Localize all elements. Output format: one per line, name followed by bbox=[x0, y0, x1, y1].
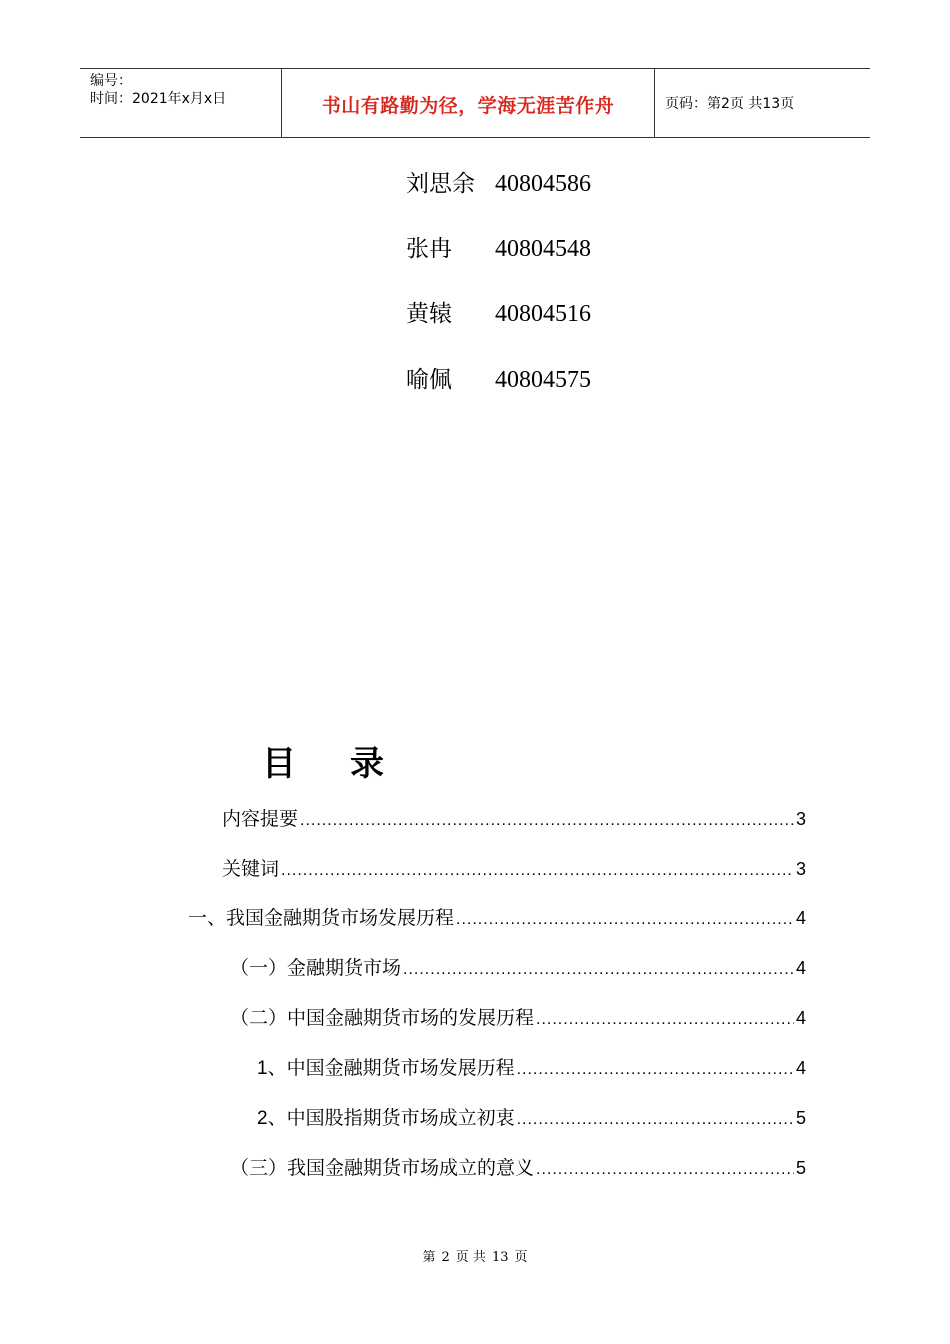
toc-leader-dots bbox=[456, 905, 794, 935]
header-meta-cell bbox=[80, 69, 282, 137]
toc-entry-text: 、中国股指期货市场成立初衷 bbox=[267, 1107, 515, 1129]
toc-entry[interactable] bbox=[230, 1153, 806, 1183]
toc-entry[interactable] bbox=[230, 953, 806, 983]
toc-entry-text: 、中国金融期货市场发展历程 bbox=[267, 1057, 515, 1079]
toc-entry[interactable] bbox=[222, 804, 806, 834]
toc-entry-number: 2 bbox=[257, 1108, 268, 1129]
footer-page-number: 2 bbox=[441, 1250, 450, 1265]
toc-leader-dots bbox=[536, 1005, 794, 1035]
toc-entry[interactable] bbox=[188, 903, 806, 933]
toc-entry[interactable] bbox=[222, 854, 806, 884]
header-motto-cell bbox=[282, 69, 655, 137]
toc-entry-label bbox=[257, 1053, 515, 1084]
toc-entry-label: （三）我国金融期货市场成立的意义 bbox=[230, 1157, 535, 1179]
toc-entry-page: 3 bbox=[795, 809, 806, 829]
footer-mid: 页 共 bbox=[455, 1250, 486, 1265]
footer-total-pages: 13 bbox=[491, 1250, 509, 1265]
member-name: 刘思余 bbox=[406, 171, 475, 197]
toc-entry-page: 4 bbox=[795, 1058, 806, 1078]
toc-entry-label: （二）中国金融期货市场的发展历程 bbox=[230, 1007, 535, 1029]
member-row bbox=[406, 233, 591, 265]
toc-leader-dots bbox=[403, 955, 794, 985]
toc-entry-page: 5 bbox=[795, 1108, 806, 1128]
member-row bbox=[406, 364, 591, 396]
document-time-label: 时间：2021年x月x日 bbox=[90, 91, 227, 107]
toc-leader-dots bbox=[300, 806, 794, 836]
member-row bbox=[406, 168, 591, 200]
toc-entry-page: 4 bbox=[795, 1008, 806, 1028]
member-id: 40804516 bbox=[495, 301, 591, 327]
toc-title-char: 录 bbox=[350, 744, 384, 784]
page-header bbox=[80, 68, 870, 138]
toc-entry-page: 5 bbox=[795, 1158, 806, 1178]
toc-entry-number: 1 bbox=[257, 1058, 268, 1079]
member-name: 张冉 bbox=[406, 236, 452, 262]
toc-entry-label bbox=[257, 1103, 515, 1134]
toc-entry-label: （一）金融期货市场 bbox=[230, 957, 402, 979]
toc-entry[interactable] bbox=[257, 1103, 806, 1133]
toc-entry-label: 一、我国金融期货市场发展历程 bbox=[188, 907, 455, 929]
toc-leader-dots bbox=[517, 1055, 794, 1085]
toc-entry-page: 4 bbox=[795, 958, 806, 978]
toc-entry-page: 4 bbox=[795, 908, 806, 928]
header-page-info: 页码：第2页 共13页 bbox=[665, 96, 795, 112]
toc-entry[interactable] bbox=[257, 1053, 806, 1083]
document-number-label: 编号： bbox=[90, 73, 132, 89]
header-page-cell bbox=[655, 69, 870, 137]
toc-entry-page: 3 bbox=[795, 859, 806, 879]
footer-suffix: 页 bbox=[514, 1250, 528, 1265]
member-row bbox=[406, 298, 591, 330]
toc-leader-dots bbox=[517, 1105, 794, 1135]
member-name: 喻佩 bbox=[406, 367, 452, 393]
member-id: 40804586 bbox=[495, 171, 591, 197]
toc-entry[interactable] bbox=[230, 1003, 806, 1033]
toc-title bbox=[262, 742, 384, 786]
member-id: 40804548 bbox=[495, 236, 591, 262]
member-name: 黄辕 bbox=[406, 301, 452, 327]
toc-leader-dots bbox=[536, 1155, 794, 1185]
toc-entry-label: 内容提要 bbox=[222, 808, 299, 830]
toc-leader-dots bbox=[281, 856, 794, 886]
footer-prefix: 第 bbox=[422, 1250, 436, 1265]
page-footer bbox=[0, 1246, 950, 1265]
toc-entry-label: 关键词 bbox=[222, 858, 280, 880]
toc-title-char: 目 bbox=[262, 744, 296, 784]
member-id: 40804575 bbox=[495, 367, 591, 393]
header-motto: 书山有路勤为径，学海无涯苦作舟 bbox=[321, 95, 615, 117]
